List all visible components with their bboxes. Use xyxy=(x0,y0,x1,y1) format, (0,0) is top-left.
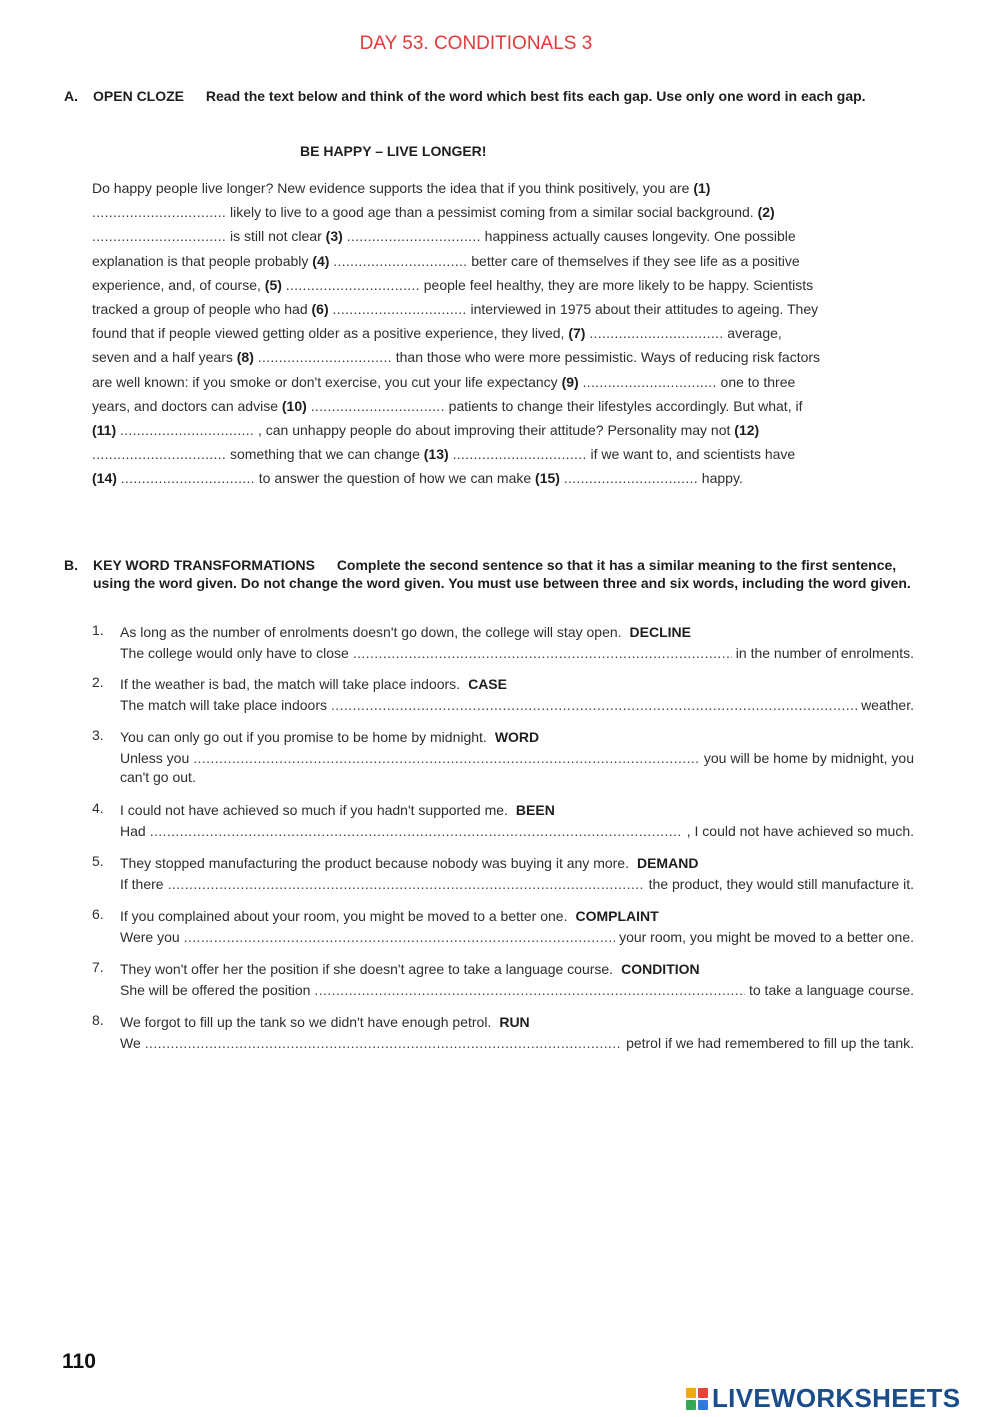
answer-start: If there xyxy=(120,876,164,892)
item-number: 8. xyxy=(92,1012,104,1028)
gap-dots: ................................ xyxy=(285,276,420,293)
gap-19[interactable] xyxy=(282,398,445,414)
answer-end: petrol if we had remembered to fill up the tank. xyxy=(626,1035,914,1051)
transformation-item xyxy=(92,959,914,1000)
story-title: BE HAPPY – LIVE LONGER! xyxy=(300,143,487,159)
transformation-item xyxy=(92,1012,914,1053)
item-number: 5. xyxy=(92,853,104,869)
gap-number: (9) xyxy=(561,373,579,390)
answer-blank[interactable] xyxy=(150,821,683,841)
answer-start: The college would only have to close xyxy=(120,645,349,661)
page-title: DAY 53. CONDITIONALS 3 xyxy=(359,33,593,54)
answer-start: Unless you xyxy=(120,750,190,766)
transformation-item xyxy=(92,853,914,894)
gap-25[interactable] xyxy=(424,446,587,462)
item-number: 1. xyxy=(92,622,104,638)
gap-9[interactable] xyxy=(265,277,420,293)
cloze-segment: Do happy people live longer? New evidence supports the idea that if you think positively, you are xyxy=(92,180,694,196)
gap-number: (10) xyxy=(281,397,307,414)
section-b-instruction: Complete the second sentence so that it has a similar meaning to the first sentence, using the word given. Do not change the word given. You must use between three and six words, including the word given. xyxy=(93,557,911,591)
section-b-header xyxy=(64,556,916,592)
logo-square xyxy=(698,1400,708,1410)
answer-blank[interactable] xyxy=(193,748,700,768)
item-number: 2. xyxy=(92,674,104,690)
section-a-tag: OPEN CLOZE xyxy=(93,88,185,104)
section-b-letter: B. xyxy=(64,557,78,573)
gap-29[interactable] xyxy=(535,470,698,486)
section-b-tag: KEY WORD TRANSFORMATIONS xyxy=(93,557,315,573)
gap-15[interactable] xyxy=(237,349,392,365)
logo-square xyxy=(698,1388,708,1398)
cloze-text xyxy=(92,176,822,491)
gap-21[interactable] xyxy=(92,422,254,438)
original-sentence: As long as the number of enrolments doesn't go down, the college will stay open. xyxy=(120,624,622,640)
answer-blank[interactable] xyxy=(168,874,645,894)
original-sentence: They stopped manufacturing the product because nobody was buying it any more. xyxy=(120,855,629,871)
gap-dots: ................................ xyxy=(452,446,587,463)
section-a-instruction: Read the text below and think of the word which best fits each gap. Use only one word in each gap. xyxy=(205,88,866,104)
gap-27[interactable] xyxy=(92,470,255,486)
answer-start: We xyxy=(120,1035,141,1051)
item-number: 4. xyxy=(92,800,104,816)
answer-blank[interactable] xyxy=(331,695,857,715)
gap-dots: ................................ xyxy=(92,204,227,221)
brand-name: LIVEWORKSHEETS xyxy=(712,1383,961,1413)
item-number: 3. xyxy=(92,727,104,743)
gap-dots: ................................ xyxy=(257,349,392,366)
brand-logo-icon xyxy=(686,1388,708,1410)
transformation-item xyxy=(92,800,914,841)
logo-square xyxy=(686,1388,696,1398)
gap-number: (11) xyxy=(92,422,117,439)
answer-end: weather. xyxy=(861,697,914,713)
answer-end: your room, you might be moved to a better one. xyxy=(619,929,914,945)
gap-dots: ................................ xyxy=(120,422,255,439)
gap-dots: ................................ xyxy=(332,301,467,318)
gap-dots: ................................ xyxy=(92,228,227,245)
answer-blank[interactable] xyxy=(184,927,615,947)
cloze-segment: to answer the question of how we can make xyxy=(254,470,536,487)
item-number: 7. xyxy=(92,959,104,975)
answer-start: Had xyxy=(120,823,146,839)
cloze-segment: , can unhappy people do about improving their attitude? Personality may not xyxy=(254,422,735,439)
cloze-segment: one to three years, and doctors can advise xyxy=(92,373,796,414)
gap-dots: ................................ xyxy=(563,470,698,487)
cloze-segment: people feel healthy, they are more likely to be happy. Scientists tracked a group of people who had xyxy=(92,276,814,318)
answer-continuation: can't go out. xyxy=(120,769,196,785)
gap-number: (5) xyxy=(264,276,282,293)
section-a-letter: A. xyxy=(64,88,78,104)
gap-dots: ................................ xyxy=(589,325,724,342)
key-word: BEEN xyxy=(515,802,555,818)
gap-number: (2) xyxy=(757,204,775,221)
original-sentence: If you complained about your room, you might be moved to a better one. xyxy=(120,908,568,924)
original-sentence: They won't offer her the position if she doesn't agree to take a language course. xyxy=(120,961,614,977)
gap-number: (15) xyxy=(535,470,560,487)
gap-17[interactable] xyxy=(562,374,717,390)
gap-11[interactable] xyxy=(312,301,467,317)
answer-start: The match will take place indoors xyxy=(120,697,327,713)
cloze-segment: something that we can change xyxy=(226,446,424,463)
gap-dots: ................................ xyxy=(120,470,255,487)
transformation-item xyxy=(92,906,914,947)
key-word: CONDITION xyxy=(621,961,700,977)
gap-dots: ................................ xyxy=(92,446,227,463)
original-sentence: You can only go out if you promise to be home by midnight. xyxy=(120,729,487,745)
answer-end: to take a language course. xyxy=(748,982,914,998)
gap-5[interactable] xyxy=(326,228,481,244)
original-sentence: I could not have achieved so much if you hadn't supported me. xyxy=(120,802,508,818)
gap-number: (4) xyxy=(312,252,330,269)
gap-7[interactable] xyxy=(312,253,467,269)
gap-number: (13) xyxy=(423,446,449,463)
cloze-segment: happy. xyxy=(697,470,743,487)
page-number: 110 xyxy=(62,1350,96,1373)
answer-start: She will be offered the position xyxy=(120,982,311,998)
key-word: WORD xyxy=(494,729,540,745)
original-sentence: If the weather is bad, the match will take place indoors. xyxy=(120,676,461,692)
item-number: 6. xyxy=(92,906,104,922)
answer-blank[interactable] xyxy=(145,1033,622,1053)
gap-number: (14) xyxy=(92,470,117,487)
liveworksheets-brand[interactable] xyxy=(686,1383,960,1414)
logo-square xyxy=(686,1400,696,1410)
key-word: COMPLAINT xyxy=(575,908,659,924)
cloze-segment: average, seven and a half years xyxy=(92,325,782,366)
gap-dots: ................................ xyxy=(333,252,468,269)
answer-end: you will be home by midnight, you xyxy=(703,750,914,766)
key-word: DECLINE xyxy=(629,624,691,640)
answer-blank[interactable] xyxy=(314,980,745,1000)
answer-end: the product, they would still manufacture it. xyxy=(648,876,914,892)
original-sentence: We forgot to fill up the tank so we didn't have enough petrol. xyxy=(120,1014,492,1030)
transformation-item xyxy=(92,674,914,715)
cloze-segment: likely to live to a good age than a pessimist coming from a similar social background. xyxy=(226,204,758,221)
key-word: RUN xyxy=(499,1014,530,1030)
key-word: DEMAND xyxy=(636,855,699,871)
cloze-segment: better care of themselves if they see life as a positive experience, and, of course, xyxy=(92,252,800,293)
gap-number: (1) xyxy=(693,180,711,196)
key-word: CASE xyxy=(468,676,507,692)
cloze-segment: patients to change their lifestyles accordingly. But what, if xyxy=(444,397,803,414)
gap-number: (8) xyxy=(236,349,254,366)
gap-13[interactable] xyxy=(568,325,723,341)
section-a-header xyxy=(64,87,924,105)
gap-dots: ................................ xyxy=(310,397,445,414)
gap-dots: ................................ xyxy=(582,373,717,390)
gap-number: (6) xyxy=(311,301,329,318)
gap-number: (7) xyxy=(568,325,586,342)
answer-end: in the number of enrolments. xyxy=(735,645,914,661)
answer-start: Were you xyxy=(120,929,180,945)
cloze-segment: is still not clear xyxy=(226,228,326,245)
cloze-segment: interviewed in 1975 about their attitudes to ageing. They found that if people viewed getting older as a positive experience, they lived, xyxy=(92,301,819,342)
gap-number: (3) xyxy=(325,228,343,245)
transformation-item xyxy=(92,622,914,663)
cloze-segment: than those who were more pessimistic. Ways of reducing risk factors are well known: if you smoke or don't exercise, you cut your life expectancy xyxy=(92,349,821,390)
answer-blank[interactable] xyxy=(353,643,732,663)
gap-number: (12) xyxy=(734,422,760,439)
transformation-item xyxy=(92,727,914,786)
answer-end: , I could not have achieved so much. xyxy=(686,823,914,839)
cloze-segment: happiness actually causes longevity. One possible explanation is that people probably xyxy=(92,228,796,269)
cloze-segment: if we want to, and scientists have xyxy=(586,446,796,463)
gap-dots: ................................ xyxy=(346,228,481,245)
